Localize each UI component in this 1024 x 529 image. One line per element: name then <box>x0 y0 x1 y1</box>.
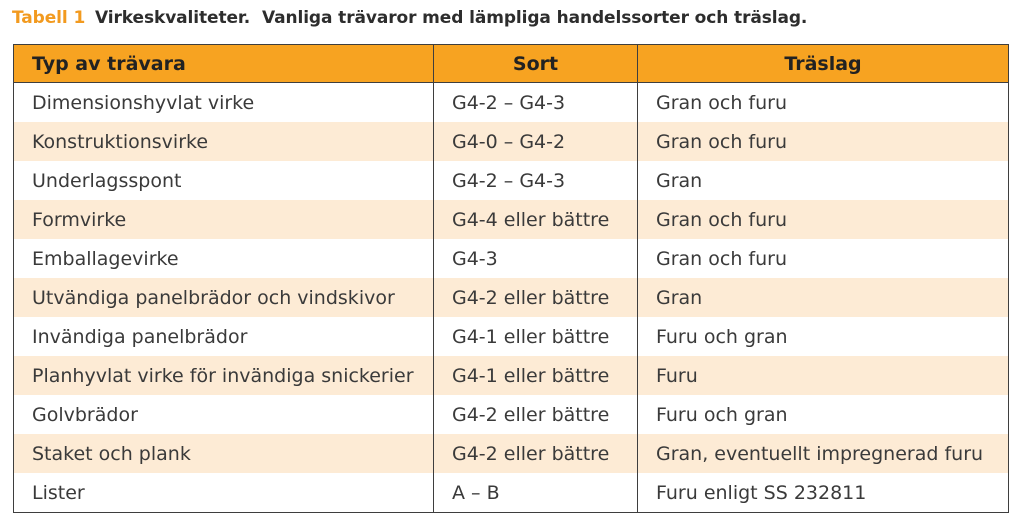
table-row <box>14 161 1009 200</box>
cell-sort: G4-2 – G4-3 <box>434 161 638 200</box>
cell-traslag: Gran och furu <box>638 122 1009 161</box>
cell-typ-av-travara: Utvändiga panelbrädor och vindskivor <box>14 278 434 317</box>
table-row <box>14 317 1009 356</box>
cell-traslag: Gran, eventuellt impregnerad furu <box>638 434 1009 473</box>
cell-typ-av-travara: Konstruktionsvirke <box>14 122 434 161</box>
table-row <box>14 83 1009 123</box>
cell-sort: G4-1 eller bättre <box>434 317 638 356</box>
table-body <box>14 83 1009 513</box>
cell-typ-av-travara: Invändiga panelbrädor <box>14 317 434 356</box>
cell-traslag: Gran och furu <box>638 200 1009 239</box>
cell-sort: G4-4 eller bättre <box>434 200 638 239</box>
table-header-row <box>14 45 1009 83</box>
cell-typ-av-travara: Formvirke <box>14 200 434 239</box>
table-row <box>14 278 1009 317</box>
cell-sort: A – B <box>434 473 638 513</box>
cell-sort: G4-1 eller bättre <box>434 356 638 395</box>
caption-title: Virkeskvaliteter. <box>95 8 251 28</box>
caption-description: Vanliga trävaror med lämpliga handelssorter och träslag. <box>261 8 808 28</box>
cell-typ-av-travara: Emballagevirke <box>14 239 434 278</box>
table-caption <box>12 4 807 32</box>
cell-sort: G4-0 – G4-2 <box>434 122 638 161</box>
cell-traslag: Gran <box>638 161 1009 200</box>
wood-quality-table <box>13 44 1009 513</box>
cell-typ-av-travara: Dimensionshyvlat virke <box>14 83 434 123</box>
cell-typ-av-travara: Planhyvlat virke för invändiga snickerier <box>14 356 434 395</box>
cell-typ-av-travara: Golvbrädor <box>14 395 434 434</box>
cell-sort: G4-2 – G4-3 <box>434 83 638 123</box>
table-row <box>14 200 1009 239</box>
cell-traslag: Gran <box>638 278 1009 317</box>
table-row <box>14 356 1009 395</box>
table-row <box>14 239 1009 278</box>
table-row <box>14 122 1009 161</box>
header-typ-av-travara: Typ av trävara <box>14 45 434 83</box>
cell-sort: G4-2 eller bättre <box>434 434 638 473</box>
header-sort: Sort <box>434 45 638 83</box>
header-traslag: Träslag <box>638 45 1009 83</box>
cell-traslag: Furu enligt SS 232811 <box>638 473 1009 513</box>
table-row <box>14 395 1009 434</box>
cell-traslag: Furu och gran <box>638 395 1009 434</box>
cell-traslag: Gran och furu <box>638 239 1009 278</box>
cell-typ-av-travara: Lister <box>14 473 434 513</box>
cell-sort: G4-3 <box>434 239 638 278</box>
cell-traslag: Furu <box>638 356 1009 395</box>
cell-sort: G4-2 eller bättre <box>434 395 638 434</box>
caption-label: Tabell 1 <box>12 8 86 28</box>
table-row <box>14 473 1009 513</box>
table-row <box>14 434 1009 473</box>
cell-traslag: Gran och furu <box>638 83 1009 123</box>
cell-typ-av-travara: Staket och plank <box>14 434 434 473</box>
cell-sort: G4-2 eller bättre <box>434 278 638 317</box>
cell-typ-av-travara: Underlagsspont <box>14 161 434 200</box>
cell-traslag: Furu och gran <box>638 317 1009 356</box>
